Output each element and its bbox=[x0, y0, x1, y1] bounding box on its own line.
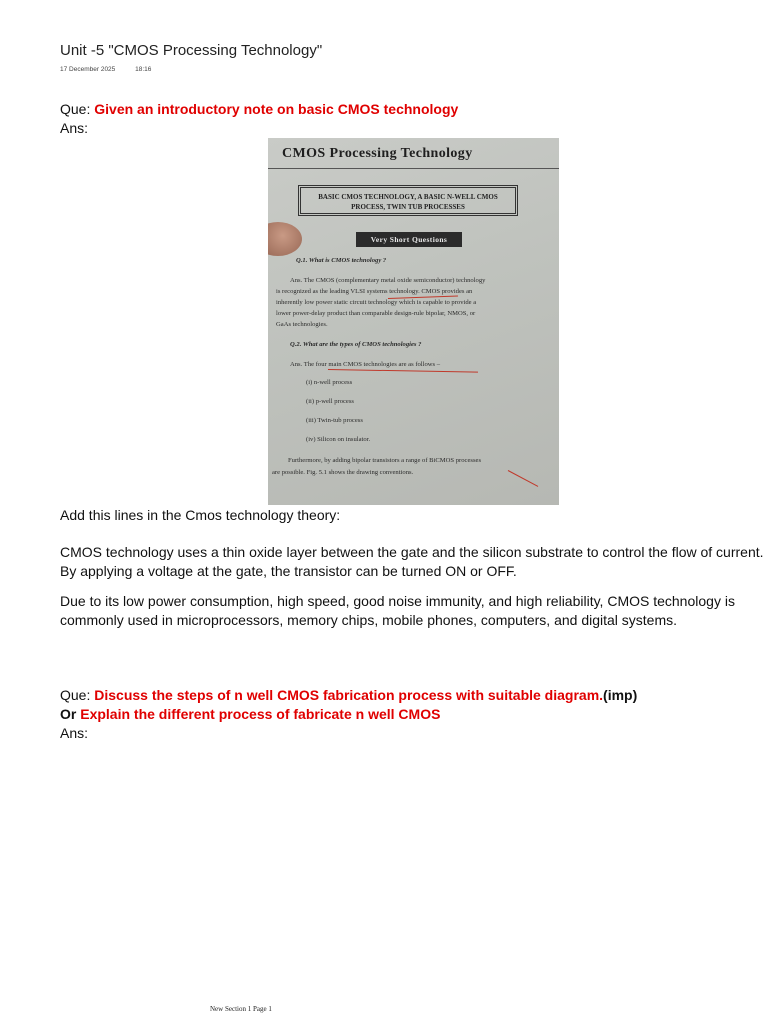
photo-a2-outro-2: are possible. Fig. 5.1 shows the drawing conventions. bbox=[272, 469, 414, 476]
paragraph-1: CMOS technology uses a thin oxide layer between the gate and the silicon substrate to control the flow of current. By applying a voltage at the gate, the transistor can be turned ON or OFF. bbox=[60, 544, 764, 579]
add-note: Add this lines in the Cmos technology theory: bbox=[60, 507, 341, 523]
photo-a2-item-1: (i) n-well process bbox=[306, 379, 353, 386]
photo-heading: CMOS Processing Technology bbox=[282, 146, 473, 161]
photo-a2-intro: Ans. The four main CMOS technologies are as follows – bbox=[290, 361, 441, 368]
photo-a1-line-3: inherently low power static circuit technology which is capable to provide a bbox=[276, 299, 477, 306]
photo-thumb bbox=[268, 222, 302, 256]
photo-section-label: Very Short Questions bbox=[356, 232, 462, 247]
photo-a1-line-1: Ans. The CMOS (complementary metal oxide semiconductor) technology bbox=[290, 277, 486, 284]
photo-box-line-2: PROCESS, TWIN TUB PROCESSES bbox=[351, 203, 465, 211]
photo-heading-rule bbox=[268, 168, 559, 169]
question-2-prefix: Que: bbox=[60, 687, 95, 703]
question-2 bbox=[60, 686, 637, 705]
page-date: 17 December 2025 bbox=[60, 66, 116, 73]
page-time: 18:16 bbox=[135, 66, 152, 73]
question-2-alt-text: Explain the different process of fabricate n well CMOS bbox=[80, 706, 441, 722]
photo-q2: Q.2. What are the types of CMOS technologies ? bbox=[290, 341, 422, 348]
photo-a2-outro-1: Furthermore, by adding bipolar transistors a range of BiCMOS processes bbox=[288, 457, 482, 464]
page-footer: New Section 1 Page 1 bbox=[210, 1005, 272, 1013]
question-1 bbox=[60, 100, 458, 119]
question-2-alt bbox=[60, 705, 440, 724]
page-meta bbox=[60, 66, 169, 73]
question-1-text: Given an introductory note on basic CMOS technology bbox=[94, 101, 459, 117]
photo-a1-line-4: lower power-delay product than comparable design-rule bipolar, NMOS, or bbox=[276, 310, 476, 317]
answer-2-label: Ans: bbox=[60, 725, 89, 741]
paragraph-2: Due to its low power consumption, high speed, good noise immunity, and high reliability, CMOS technology is commonly used in microprocessors, memory chips, mobile phones, computers, and digital systems. bbox=[60, 593, 735, 628]
question-2-or: Or bbox=[60, 706, 81, 722]
question-1-prefix: Que: bbox=[60, 101, 95, 117]
page-title: Unit -5 "CMOS Processing Technology" bbox=[60, 42, 323, 59]
photo-a2-item-2: (ii) p-well process bbox=[306, 398, 354, 405]
photo-pen-stroke bbox=[508, 470, 538, 487]
textbook-photo bbox=[268, 138, 559, 505]
photo-pen-underline-1 bbox=[328, 369, 478, 373]
photo-q1: Q.1. What is CMOS technology ? bbox=[296, 257, 387, 264]
question-2-text: Discuss the steps of n well CMOS fabrication process with suitable diagram. bbox=[94, 687, 604, 703]
photo-a1-line-2: is recognized as the leading VLSI systems technology. CMOS provides an bbox=[276, 288, 473, 295]
answer-1-label: Ans: bbox=[60, 120, 89, 136]
photo-box-line-1: BASIC CMOS TECHNOLOGY, A BASIC N-WELL CMOS bbox=[318, 193, 498, 201]
question-2-tag: (imp) bbox=[603, 687, 638, 703]
photo-a2-item-3: (iii) Twin-tub process bbox=[306, 417, 363, 424]
photo-topic-box bbox=[298, 185, 518, 216]
photo-a1-line-5: GaAs technologies. bbox=[276, 321, 328, 328]
photo-a2-item-4: (iv) Silicon on insulator. bbox=[306, 436, 371, 443]
